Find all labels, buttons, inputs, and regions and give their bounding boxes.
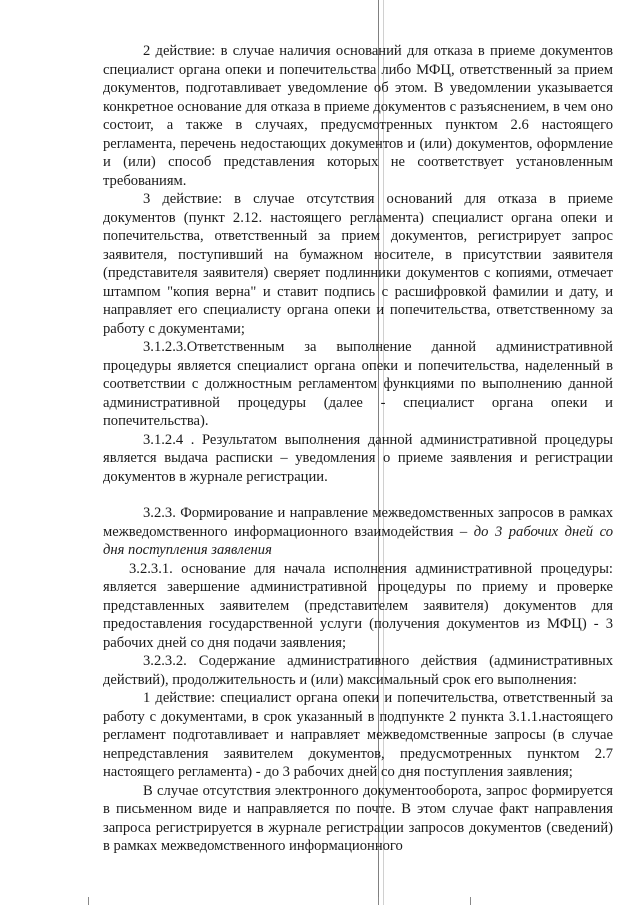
document-body: [103, 42, 613, 856]
paragraph-3-2-3-1: 3.2.3.1. основание для начала исполнения административной процедуры: является завершение административной процедуры по приему и проверке представленных заявителем (представителем заявителя) документов для предоставления государственной услуги (получения документов из МФЦ) - 3 рабочих дней со дня подачи заявления;: [103, 560, 613, 651]
scan-mark: [378, 897, 379, 905]
paragraph-3-2-3: [103, 504, 613, 560]
paragraph-step-3: 3 действие: в случае отсутствия оснований для отказа в приеме документов (пункт 2.12. настоящего регламента) специалист органа опеки и попечительства, ответственный за прием документов, регистрирует запрос заявителя, поступивший на бумажном носителе, в присутствии заявителя (представителя заявителя) сверяет подлинники документов с копиями, отмечает штампом "копия верна" и ставит подпись с расшифровкой фамилии и дату, и направляет его специалисту органа опеки и попечительства, ответственному за работу с документами;: [103, 191, 613, 337]
section-3-2-3-deadline: до 3 рабочих дней со дня поступления заявления: [103, 523, 613, 558]
section-3-2-3-heading: 3.2.3. Формирование и направление межведомственных запросов в рамках межведомственного информационного взаимодействия –: [103, 505, 613, 540]
scan-mark: [88, 897, 89, 905]
paragraph-step-2: 2 действие: в случае наличия оснований для отказа в приеме документов специалист органа опеки и попечительства либо МФЦ, ответственный за прием документов, подготавливает уведомление об этом. В уведомлении указывается конкретное основание для отказа в приеме документов с разъяснением, в чем оно состоит, а также в случаях, предусмотренных пунктом 2.6 настоящего регламента, перечень недостающих документов и (или) документов, оформление и (или) способ представления которых не соответствует установленным требованиям.: [103, 43, 613, 189]
paragraph-action-1: 1 действие: специалист органа опеки и попечительства, ответственный за работу с документами, в срок указанный в подпункте 2 пункта 3.1.1.настоящего регламент подготавливает и направляет межведомственные запросы (в случае непредставления заявителем документов, предусмотренных пунктом 2.7 настоящего регламента) - до 3 рабочих дней со дня поступления заявления;: [103, 690, 613, 780]
paragraph-no-edms: В случае отсутствия электронного документооборота, запрос формируется в письменном виде и направляется по почте. В этом случае факт направления запроса регистрируется в журнале регистрации запросов документов (сведений) в рамках межведомственного информационного: [103, 782, 613, 854]
paragraph-3-1-2-4: 3.1.2.4 . Результатом выполнения данной административной процедуры является выдача расписки – уведомления о приеме заявления и регистрации документов в журнале регистрации.: [103, 431, 613, 485]
paragraph-3-2-3-2: 3.2.3.2. Содержание административного действия (административных действий), продолжительность и (или) максимальный срок его выполнения:: [103, 653, 613, 688]
scan-bottom-edge: [0, 895, 640, 905]
paragraph-3-1-2-3: 3.1.2.3.Ответственным за выполнение данной административной процедуры является специалист органа опеки и попечительства, наделенный в соответствии с должностным регламентом функциями по выполнению данной административной процедуры (далее - специалист органа опеки и попечительства).: [103, 339, 613, 429]
scan-mark: [470, 897, 471, 905]
